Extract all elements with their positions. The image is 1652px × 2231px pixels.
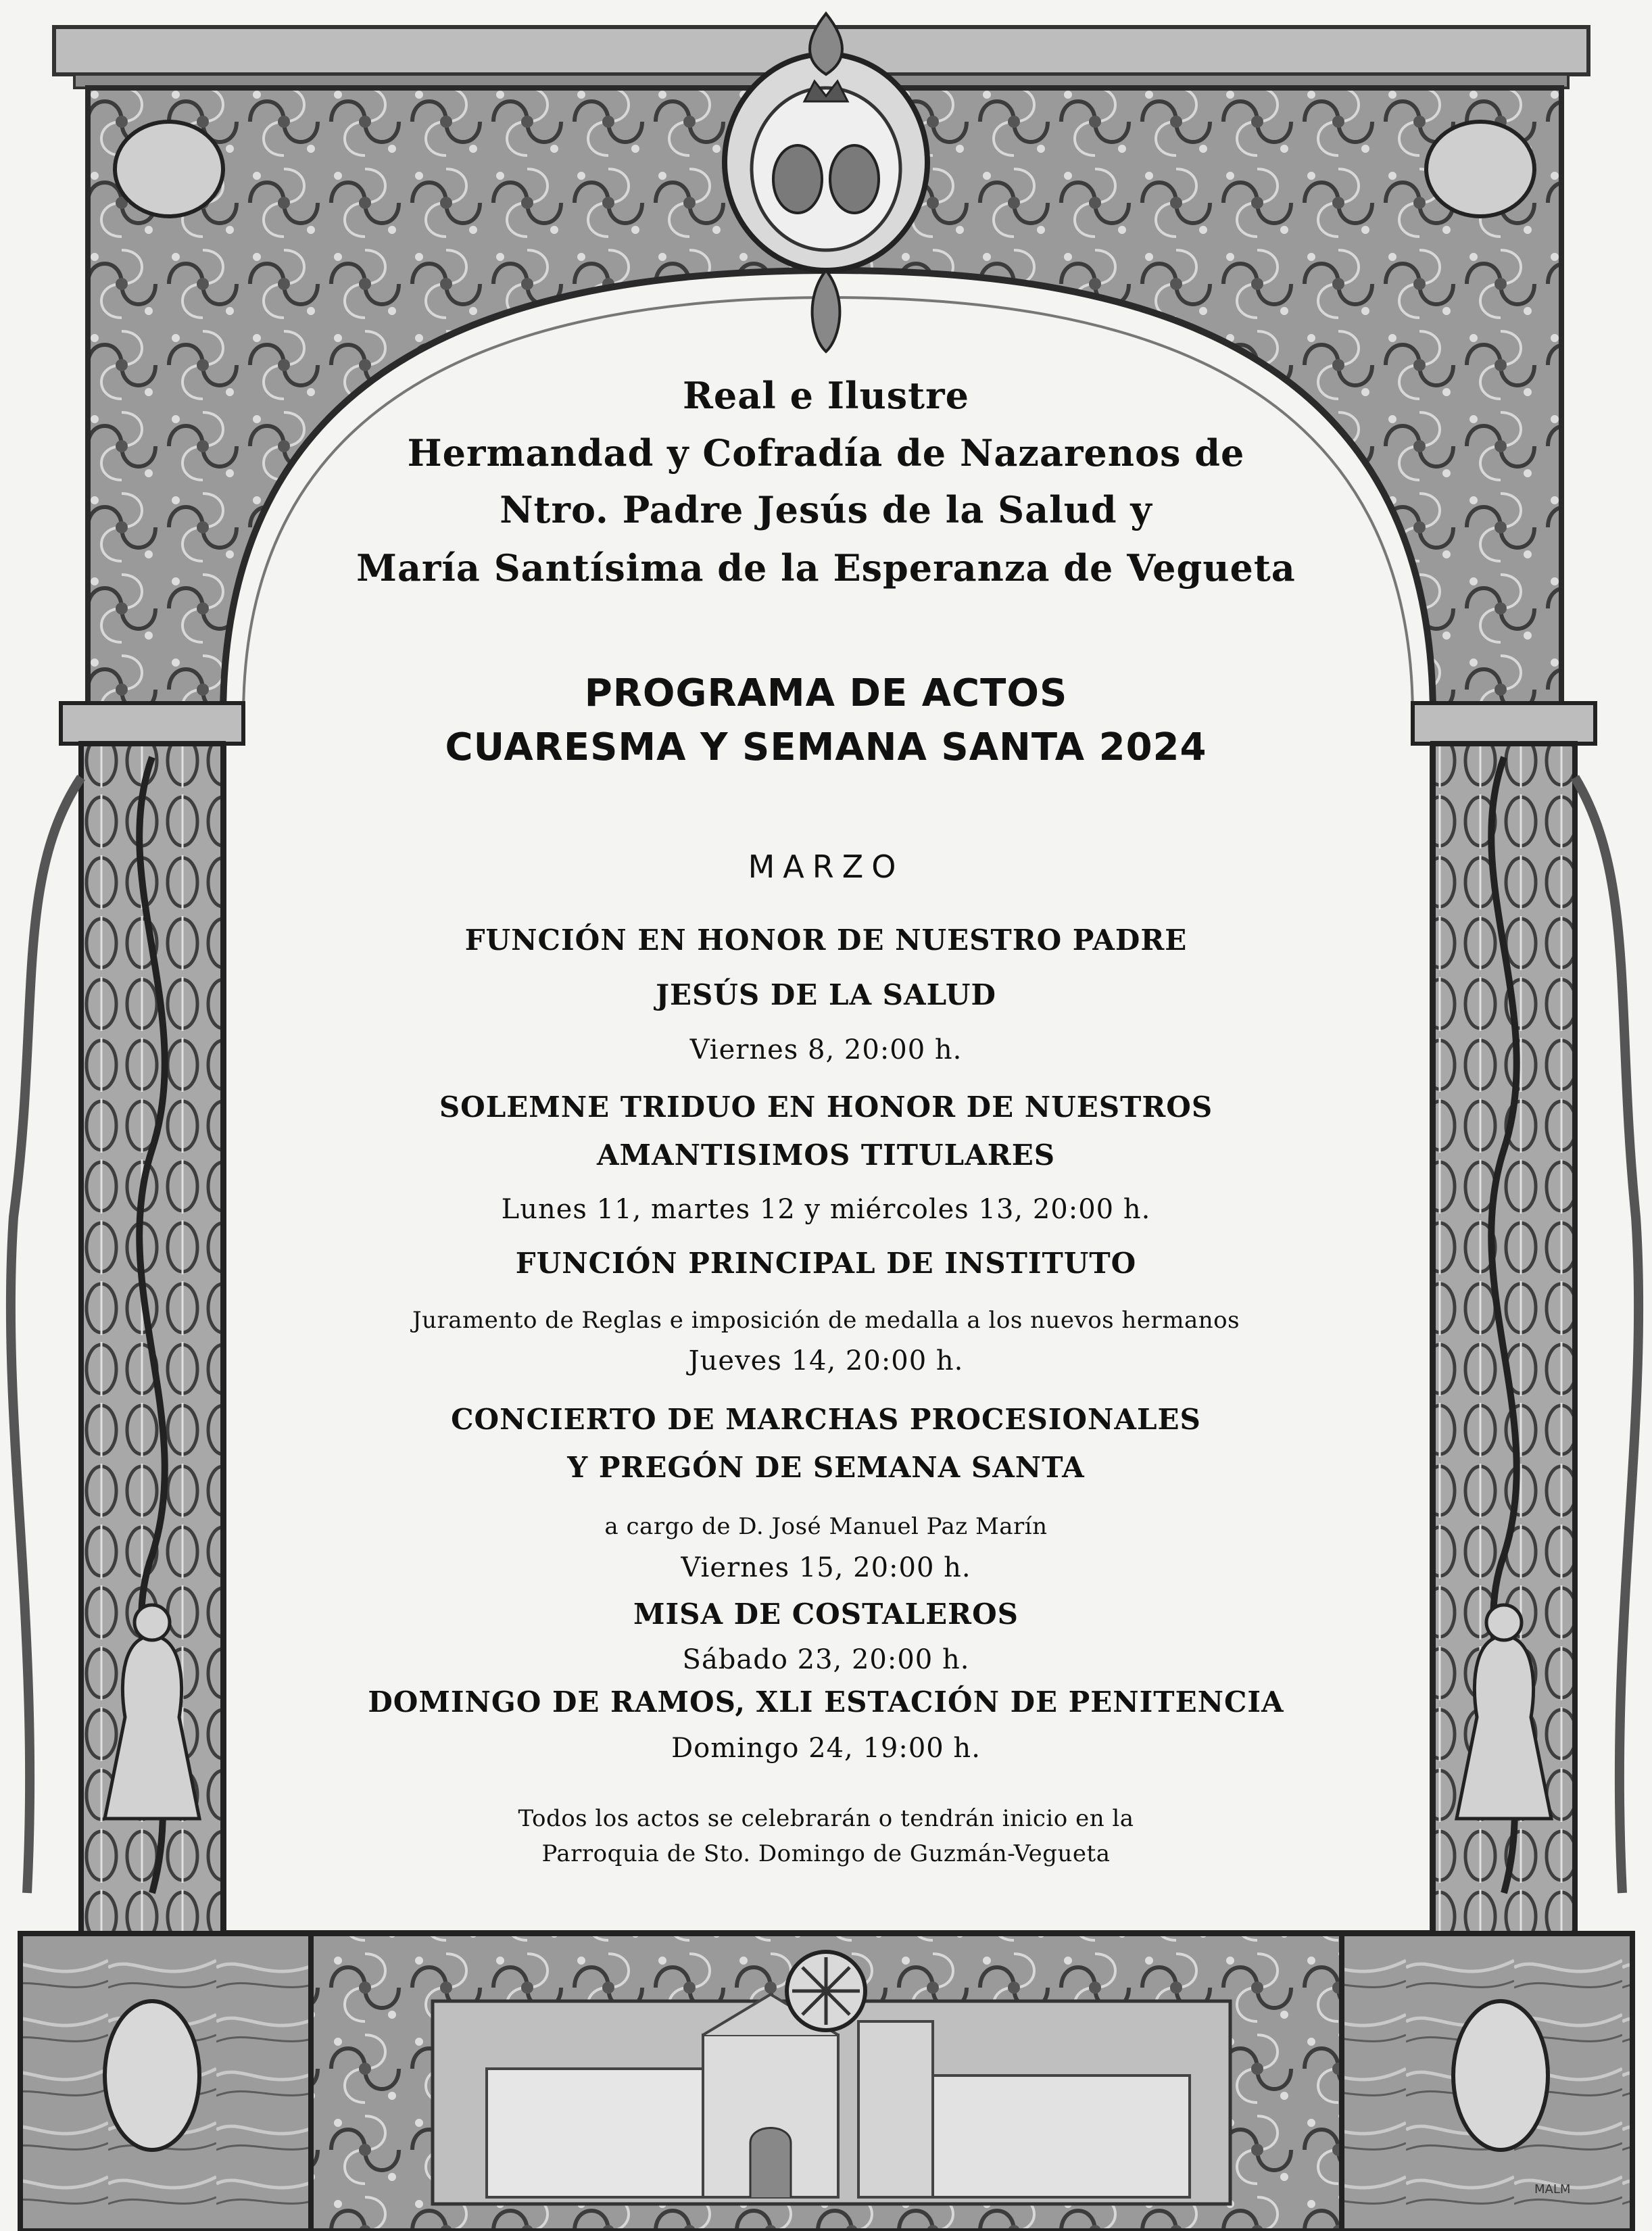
- brotherhood-name-line-2: Hermandad y Cofradía de Nazarenos de: [407, 431, 1245, 475]
- event-title: JESÚS DE LA SALUD: [656, 978, 996, 1011]
- event-title: FUNCIÓN EN HONOR DE NUESTRO PADRE: [464, 923, 1188, 957]
- event-date: Sábado 23, 20:00 h.: [682, 1644, 970, 1675]
- event-title: FUNCIÓN PRINCIPAL DE INSTITUTO: [515, 1247, 1137, 1280]
- event-note: Juramento de Reglas e imposición de medalla a los nuevos hermanos: [412, 1307, 1240, 1334]
- brotherhood-name-line-4: María Santísima de la Esperanza de Vegueta: [356, 546, 1296, 590]
- program-title: PROGRAMA DE ACTOS: [584, 671, 1068, 715]
- brotherhood-name-line-1: Real e Ilustre: [683, 374, 969, 417]
- event-date: Lunes 11, martes 12 y miércoles 13, 20:00 h.: [501, 1194, 1151, 1225]
- month-heading: MARZO: [748, 848, 904, 885]
- event-date: Jueves 14, 20:00 h.: [688, 1345, 964, 1376]
- event-date: Viernes 8, 20:00 h.: [689, 1034, 963, 1065]
- event-note: a cargo de D. José Manuel Paz Marín: [604, 1513, 1048, 1540]
- event-title: Y PREGÓN DE SEMANA SANTA: [567, 1451, 1085, 1484]
- event-title: SOLEMNE TRIDUO EN HONOR DE NUESTROS: [439, 1090, 1213, 1124]
- event-date: Viernes 15, 20:00 h.: [681, 1552, 971, 1583]
- event-title: CONCIERTO DE MARCHAS PROCESIONALES: [451, 1403, 1201, 1436]
- event-title: MISA DE COSTALEROS: [633, 1598, 1019, 1631]
- program-subtitle: CUARESMA Y SEMANA SANTA 2024: [445, 725, 1207, 769]
- event-title: AMANTISIMOS TITULARES: [596, 1138, 1056, 1172]
- footer-note-line-1: Todos los actos se celebrarán o tendrán inicio en la: [518, 1805, 1134, 1832]
- footer-note-line-2: Parroquia de Sto. Domingo de Guzmán-Vegueta: [541, 1840, 1111, 1867]
- event-title: DOMINGO DE RAMOS, XLI ESTACIÓN DE PENITENCIA: [368, 1685, 1284, 1719]
- artist-signature: MALM: [1534, 2182, 1571, 2197]
- event-date: Domingo 24, 19:00 h.: [671, 1733, 981, 1764]
- brotherhood-name-line-3: Ntro. Padre Jesús de la Salud y: [500, 488, 1152, 531]
